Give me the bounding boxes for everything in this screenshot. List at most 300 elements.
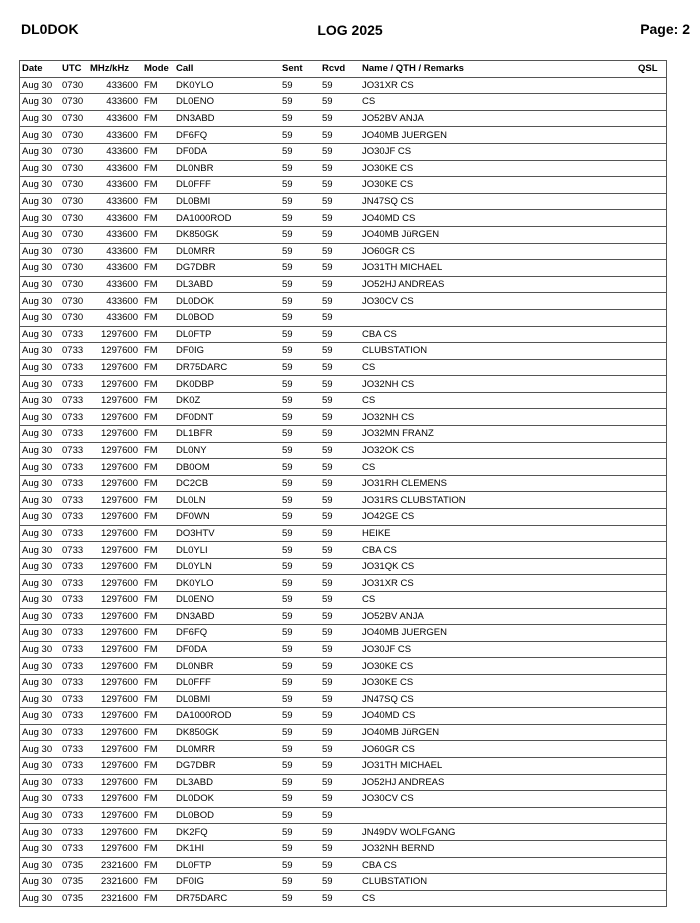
cell-qsl — [636, 392, 667, 409]
cell-qsl — [636, 459, 667, 476]
cell-utc: 0730 — [60, 110, 88, 127]
cell-sent: 59 — [280, 840, 320, 857]
cell-rcvd: 59 — [320, 824, 360, 841]
cell-remarks: JO32NH BERND — [360, 840, 636, 857]
cell-frequency: 1297600 — [88, 691, 142, 708]
cell-mode: FM — [142, 110, 174, 127]
cell-utc: 0733 — [60, 807, 88, 824]
cell-sent: 59 — [280, 459, 320, 476]
table-row — [20, 492, 667, 509]
cell-rcvd: 59 — [320, 260, 360, 277]
cell-mode: FM — [142, 343, 174, 360]
cell-qsl — [636, 525, 667, 542]
cell-date: Aug 30 — [20, 558, 61, 575]
cell-qsl — [636, 492, 667, 509]
cell-mode: FM — [142, 426, 174, 443]
cell-rcvd: 59 — [320, 392, 360, 409]
table-row — [20, 840, 667, 857]
cell-call: DK0YLO — [174, 77, 280, 94]
cell-utc: 0733 — [60, 525, 88, 542]
cell-call: DF0IG — [174, 343, 280, 360]
cell-mode: FM — [142, 276, 174, 293]
cell-frequency: 1297600 — [88, 509, 142, 526]
cell-remarks: HEIKE — [360, 525, 636, 542]
cell-utc: 0733 — [60, 608, 88, 625]
cell-qsl — [636, 625, 667, 642]
table-row — [20, 376, 667, 393]
cell-sent: 59 — [280, 359, 320, 376]
cell-sent: 59 — [280, 177, 320, 194]
cell-rcvd: 59 — [320, 558, 360, 575]
cell-frequency: 1297600 — [88, 442, 142, 459]
cell-qsl — [636, 409, 667, 426]
cell-date: Aug 30 — [20, 525, 61, 542]
cell-remarks: JO31TH MICHAEL — [360, 757, 636, 774]
cell-mode: FM — [142, 459, 174, 476]
cell-rcvd: 59 — [320, 592, 360, 609]
cell-mode: FM — [142, 874, 174, 891]
cell-qsl — [636, 674, 667, 691]
cell-mode: FM — [142, 143, 174, 160]
cell-remarks: JO40MB JUERGEN — [360, 127, 636, 144]
cell-remarks: JO40MD CS — [360, 708, 636, 725]
table-row — [20, 442, 667, 459]
cell-mode: FM — [142, 309, 174, 326]
cell-remarks: JO31QK CS — [360, 558, 636, 575]
cell-frequency: 1297600 — [88, 426, 142, 443]
cell-frequency: 1297600 — [88, 708, 142, 725]
cell-sent: 59 — [280, 824, 320, 841]
cell-remarks: JO31RH CLEMENS — [360, 475, 636, 492]
cell-qsl — [636, 143, 667, 160]
cell-utc: 0730 — [60, 243, 88, 260]
cell-date: Aug 30 — [20, 857, 61, 874]
table-row — [20, 509, 667, 526]
table-row — [20, 874, 667, 891]
cell-qsl — [636, 442, 667, 459]
cell-mode: FM — [142, 127, 174, 144]
cell-rcvd: 59 — [320, 442, 360, 459]
cell-call: DO3HTV — [174, 525, 280, 542]
cell-sent: 59 — [280, 293, 320, 310]
cell-mode: FM — [142, 177, 174, 194]
cell-remarks: CBA CS — [360, 326, 636, 343]
cell-rcvd: 59 — [320, 160, 360, 177]
cell-remarks: JO32OK CS — [360, 442, 636, 459]
cell-frequency: 1297600 — [88, 392, 142, 409]
cell-frequency: 1297600 — [88, 409, 142, 426]
cell-date: Aug 30 — [20, 127, 61, 144]
cell-frequency: 1297600 — [88, 608, 142, 625]
cell-remarks: JO30KE CS — [360, 160, 636, 177]
cell-utc: 0733 — [60, 791, 88, 808]
table-header-row — [20, 61, 667, 78]
cell-remarks: CS — [360, 459, 636, 476]
cell-frequency: 433600 — [88, 210, 142, 227]
cell-qsl — [636, 309, 667, 326]
cell-date: Aug 30 — [20, 359, 61, 376]
cell-sent: 59 — [280, 774, 320, 791]
cell-mode: FM — [142, 243, 174, 260]
cell-date: Aug 30 — [20, 210, 61, 227]
cell-call: DF0DA — [174, 641, 280, 658]
cell-rcvd: 59 — [320, 309, 360, 326]
cell-call: DN3ABD — [174, 608, 280, 625]
cell-frequency: 1297600 — [88, 376, 142, 393]
cell-utc: 0730 — [60, 260, 88, 277]
cell-qsl — [636, 608, 667, 625]
table-row — [20, 890, 667, 907]
cell-call: DL0MRR — [174, 243, 280, 260]
cell-mode: FM — [142, 160, 174, 177]
cell-mode: FM — [142, 824, 174, 841]
cell-date: Aug 30 — [20, 674, 61, 691]
cell-rcvd: 59 — [320, 757, 360, 774]
cell-mode: FM — [142, 674, 174, 691]
cell-mode: FM — [142, 592, 174, 609]
cell-rcvd: 59 — [320, 94, 360, 111]
cell-utc: 0730 — [60, 143, 88, 160]
cell-rcvd: 59 — [320, 509, 360, 526]
cell-mode: FM — [142, 326, 174, 343]
table-row — [20, 608, 667, 625]
cell-sent: 59 — [280, 426, 320, 443]
cell-qsl — [636, 293, 667, 310]
cell-date: Aug 30 — [20, 226, 61, 243]
cell-call: DL0FFF — [174, 674, 280, 691]
cell-date: Aug 30 — [20, 392, 61, 409]
cell-frequency: 1297600 — [88, 724, 142, 741]
table-row — [20, 243, 667, 260]
cell-call: DL0BMI — [174, 691, 280, 708]
cell-qsl — [636, 94, 667, 111]
cell-utc: 0733 — [60, 492, 88, 509]
table-row — [20, 558, 667, 575]
cell-utc: 0733 — [60, 658, 88, 675]
cell-rcvd: 59 — [320, 326, 360, 343]
cell-qsl — [636, 857, 667, 874]
table-row — [20, 359, 667, 376]
cell-date: Aug 30 — [20, 293, 61, 310]
table-row — [20, 791, 667, 808]
cell-sent: 59 — [280, 757, 320, 774]
table-row — [20, 177, 667, 194]
cell-remarks — [360, 807, 636, 824]
cell-qsl — [636, 757, 667, 774]
cell-rcvd: 59 — [320, 376, 360, 393]
cell-frequency: 433600 — [88, 160, 142, 177]
cell-call: DK0YLO — [174, 575, 280, 592]
cell-remarks: CS — [360, 94, 636, 111]
cell-utc: 0735 — [60, 874, 88, 891]
cell-sent: 59 — [280, 376, 320, 393]
cell-remarks: JO60GR CS — [360, 243, 636, 260]
cell-call: DN3ABD — [174, 110, 280, 127]
cell-utc: 0733 — [60, 343, 88, 360]
cell-call: DF6FQ — [174, 127, 280, 144]
cell-call: DL0DOK — [174, 293, 280, 310]
cell-sent: 59 — [280, 691, 320, 708]
col-mode: Mode — [142, 61, 174, 78]
cell-sent: 59 — [280, 392, 320, 409]
cell-frequency: 433600 — [88, 243, 142, 260]
cell-utc: 0730 — [60, 160, 88, 177]
cell-frequency: 1297600 — [88, 791, 142, 808]
cell-date: Aug 30 — [20, 475, 61, 492]
cell-qsl — [636, 658, 667, 675]
cell-rcvd: 59 — [320, 658, 360, 675]
cell-rcvd: 59 — [320, 708, 360, 725]
log-title: LOG 2025 — [317, 22, 383, 38]
cell-utc: 0730 — [60, 309, 88, 326]
cell-qsl — [636, 193, 667, 210]
cell-sent: 59 — [280, 160, 320, 177]
cell-frequency: 1297600 — [88, 326, 142, 343]
cell-date: Aug 30 — [20, 625, 61, 642]
cell-utc: 0735 — [60, 890, 88, 907]
cell-call: DL0MRR — [174, 741, 280, 758]
cell-qsl — [636, 160, 667, 177]
cell-mode: FM — [142, 475, 174, 492]
table-row — [20, 343, 667, 360]
cell-qsl — [636, 326, 667, 343]
cell-frequency: 1297600 — [88, 592, 142, 609]
cell-qsl — [636, 874, 667, 891]
cell-date: Aug 30 — [20, 757, 61, 774]
cell-date: Aug 30 — [20, 542, 61, 559]
cell-rcvd: 59 — [320, 276, 360, 293]
cell-utc: 0733 — [60, 641, 88, 658]
cell-remarks: JO52BV ANJA — [360, 608, 636, 625]
cell-call: DL0NBR — [174, 160, 280, 177]
cell-qsl — [636, 791, 667, 808]
cell-qsl — [636, 359, 667, 376]
cell-call: DL0DOK — [174, 791, 280, 808]
cell-qsl — [636, 575, 667, 592]
cell-mode: FM — [142, 658, 174, 675]
cell-remarks: JO31XR CS — [360, 77, 636, 94]
cell-call: DL0FTP — [174, 857, 280, 874]
cell-call: DB0OM — [174, 459, 280, 476]
cell-call: DK0Z — [174, 392, 280, 409]
table-row — [20, 426, 667, 443]
cell-sent: 59 — [280, 791, 320, 808]
cell-sent: 59 — [280, 475, 320, 492]
cell-remarks: JO60GR CS — [360, 741, 636, 758]
cell-qsl — [636, 475, 667, 492]
cell-remarks: JO32NH CS — [360, 409, 636, 426]
cell-frequency: 1297600 — [88, 492, 142, 509]
cell-utc: 0730 — [60, 127, 88, 144]
cell-sent: 59 — [280, 890, 320, 907]
cell-remarks: JO30CV CS — [360, 293, 636, 310]
cell-remarks: CS — [360, 890, 636, 907]
cell-date: Aug 30 — [20, 658, 61, 675]
table-row — [20, 326, 667, 343]
cell-rcvd: 59 — [320, 575, 360, 592]
cell-sent: 59 — [280, 143, 320, 160]
cell-qsl — [636, 127, 667, 144]
cell-call: DL3ABD — [174, 276, 280, 293]
cell-remarks: CS — [360, 359, 636, 376]
cell-mode: FM — [142, 857, 174, 874]
cell-remarks: JO42GE CS — [360, 509, 636, 526]
cell-qsl — [636, 592, 667, 609]
table-row — [20, 724, 667, 741]
cell-rcvd: 59 — [320, 625, 360, 642]
cell-sent: 59 — [280, 641, 320, 658]
cell-date: Aug 30 — [20, 459, 61, 476]
cell-date: Aug 30 — [20, 774, 61, 791]
cell-rcvd: 59 — [320, 840, 360, 857]
cell-frequency: 1297600 — [88, 824, 142, 841]
table-row — [20, 77, 667, 94]
cell-sent: 59 — [280, 442, 320, 459]
cell-sent: 59 — [280, 326, 320, 343]
cell-call: DF0IG — [174, 874, 280, 891]
cell-date: Aug 30 — [20, 824, 61, 841]
cell-mode: FM — [142, 492, 174, 509]
cell-sent: 59 — [280, 260, 320, 277]
cell-sent: 59 — [280, 592, 320, 609]
cell-remarks: JO30CV CS — [360, 791, 636, 808]
table-row — [20, 193, 667, 210]
cell-frequency: 433600 — [88, 309, 142, 326]
cell-utc: 0733 — [60, 409, 88, 426]
cell-remarks: JO30KE CS — [360, 177, 636, 194]
cell-utc: 0730 — [60, 226, 88, 243]
cell-sent: 59 — [280, 608, 320, 625]
cell-mode: FM — [142, 359, 174, 376]
table-row — [20, 741, 667, 758]
cell-utc: 0730 — [60, 77, 88, 94]
cell-rcvd: 59 — [320, 426, 360, 443]
cell-date: Aug 30 — [20, 840, 61, 857]
cell-rcvd: 59 — [320, 110, 360, 127]
cell-frequency: 1297600 — [88, 674, 142, 691]
cell-rcvd: 59 — [320, 459, 360, 476]
cell-call: DL1BFR — [174, 426, 280, 443]
cell-sent: 59 — [280, 243, 320, 260]
cell-utc: 0733 — [60, 392, 88, 409]
cell-date: Aug 30 — [20, 143, 61, 160]
cell-qsl — [636, 774, 667, 791]
cell-utc: 0733 — [60, 426, 88, 443]
cell-sent: 59 — [280, 674, 320, 691]
cell-frequency: 1297600 — [88, 625, 142, 642]
cell-date: Aug 30 — [20, 309, 61, 326]
cell-mode: FM — [142, 890, 174, 907]
cell-frequency: 1297600 — [88, 741, 142, 758]
cell-call: DL0FFF — [174, 177, 280, 194]
cell-remarks: JO31XR CS — [360, 575, 636, 592]
cell-rcvd: 59 — [320, 608, 360, 625]
cell-date: Aug 30 — [20, 409, 61, 426]
cell-remarks: CLUBSTATION — [360, 874, 636, 891]
table-row — [20, 276, 667, 293]
cell-frequency: 1297600 — [88, 359, 142, 376]
cell-qsl — [636, 691, 667, 708]
cell-remarks: JO30JF CS — [360, 143, 636, 160]
cell-frequency: 433600 — [88, 127, 142, 144]
cell-remarks: JO31TH MICHAEL — [360, 260, 636, 277]
cell-mode: FM — [142, 774, 174, 791]
table-row — [20, 309, 667, 326]
cell-remarks: JO40MD CS — [360, 210, 636, 227]
cell-call: DR75DARC — [174, 890, 280, 907]
cell-qsl — [636, 376, 667, 393]
cell-call: DK1HI — [174, 840, 280, 857]
cell-qsl — [636, 840, 667, 857]
table-row — [20, 143, 667, 160]
cell-qsl — [636, 177, 667, 194]
table-row — [20, 674, 667, 691]
cell-date: Aug 30 — [20, 608, 61, 625]
cell-date: Aug 30 — [20, 641, 61, 658]
cell-frequency: 433600 — [88, 177, 142, 194]
cell-date: Aug 30 — [20, 243, 61, 260]
cell-date: Aug 30 — [20, 77, 61, 94]
cell-rcvd: 59 — [320, 409, 360, 426]
cell-frequency: 2321600 — [88, 857, 142, 874]
cell-mode: FM — [142, 558, 174, 575]
cell-rcvd: 59 — [320, 791, 360, 808]
cell-sent: 59 — [280, 575, 320, 592]
cell-utc: 0730 — [60, 293, 88, 310]
cell-qsl — [636, 741, 667, 758]
cell-frequency: 1297600 — [88, 475, 142, 492]
cell-remarks: JN49DV WOLFGANG — [360, 824, 636, 841]
cell-date: Aug 30 — [20, 874, 61, 891]
cell-qsl — [636, 260, 667, 277]
cell-utc: 0735 — [60, 857, 88, 874]
cell-rcvd: 59 — [320, 691, 360, 708]
cell-call: DF6FQ — [174, 625, 280, 642]
cell-date: Aug 30 — [20, 708, 61, 725]
cell-rcvd: 59 — [320, 127, 360, 144]
cell-rcvd: 59 — [320, 193, 360, 210]
cell-remarks: CS — [360, 392, 636, 409]
cell-call: DK0DBP — [174, 376, 280, 393]
cell-rcvd: 59 — [320, 226, 360, 243]
cell-sent: 59 — [280, 525, 320, 542]
cell-sent: 59 — [280, 741, 320, 758]
col-utc: UTC — [60, 61, 88, 78]
cell-qsl — [636, 641, 667, 658]
cell-call: DK850GK — [174, 226, 280, 243]
cell-remarks: JO52HJ ANDREAS — [360, 774, 636, 791]
cell-frequency: 1297600 — [88, 774, 142, 791]
cell-utc: 0733 — [60, 724, 88, 741]
table-row — [20, 691, 667, 708]
cell-frequency: 1297600 — [88, 558, 142, 575]
cell-sent: 59 — [280, 276, 320, 293]
log-body — [20, 77, 667, 907]
cell-date: Aug 30 — [20, 691, 61, 708]
cell-remarks: JO30JF CS — [360, 641, 636, 658]
cell-qsl — [636, 276, 667, 293]
cell-mode: FM — [142, 293, 174, 310]
table-row — [20, 542, 667, 559]
cell-mode: FM — [142, 210, 174, 227]
cell-mode: FM — [142, 708, 174, 725]
table-row — [20, 774, 667, 791]
table-row — [20, 575, 667, 592]
col-qsl: QSL — [636, 61, 667, 78]
cell-remarks: JO52HJ ANDREAS — [360, 276, 636, 293]
table-row — [20, 127, 667, 144]
cell-call: DK850GK — [174, 724, 280, 741]
